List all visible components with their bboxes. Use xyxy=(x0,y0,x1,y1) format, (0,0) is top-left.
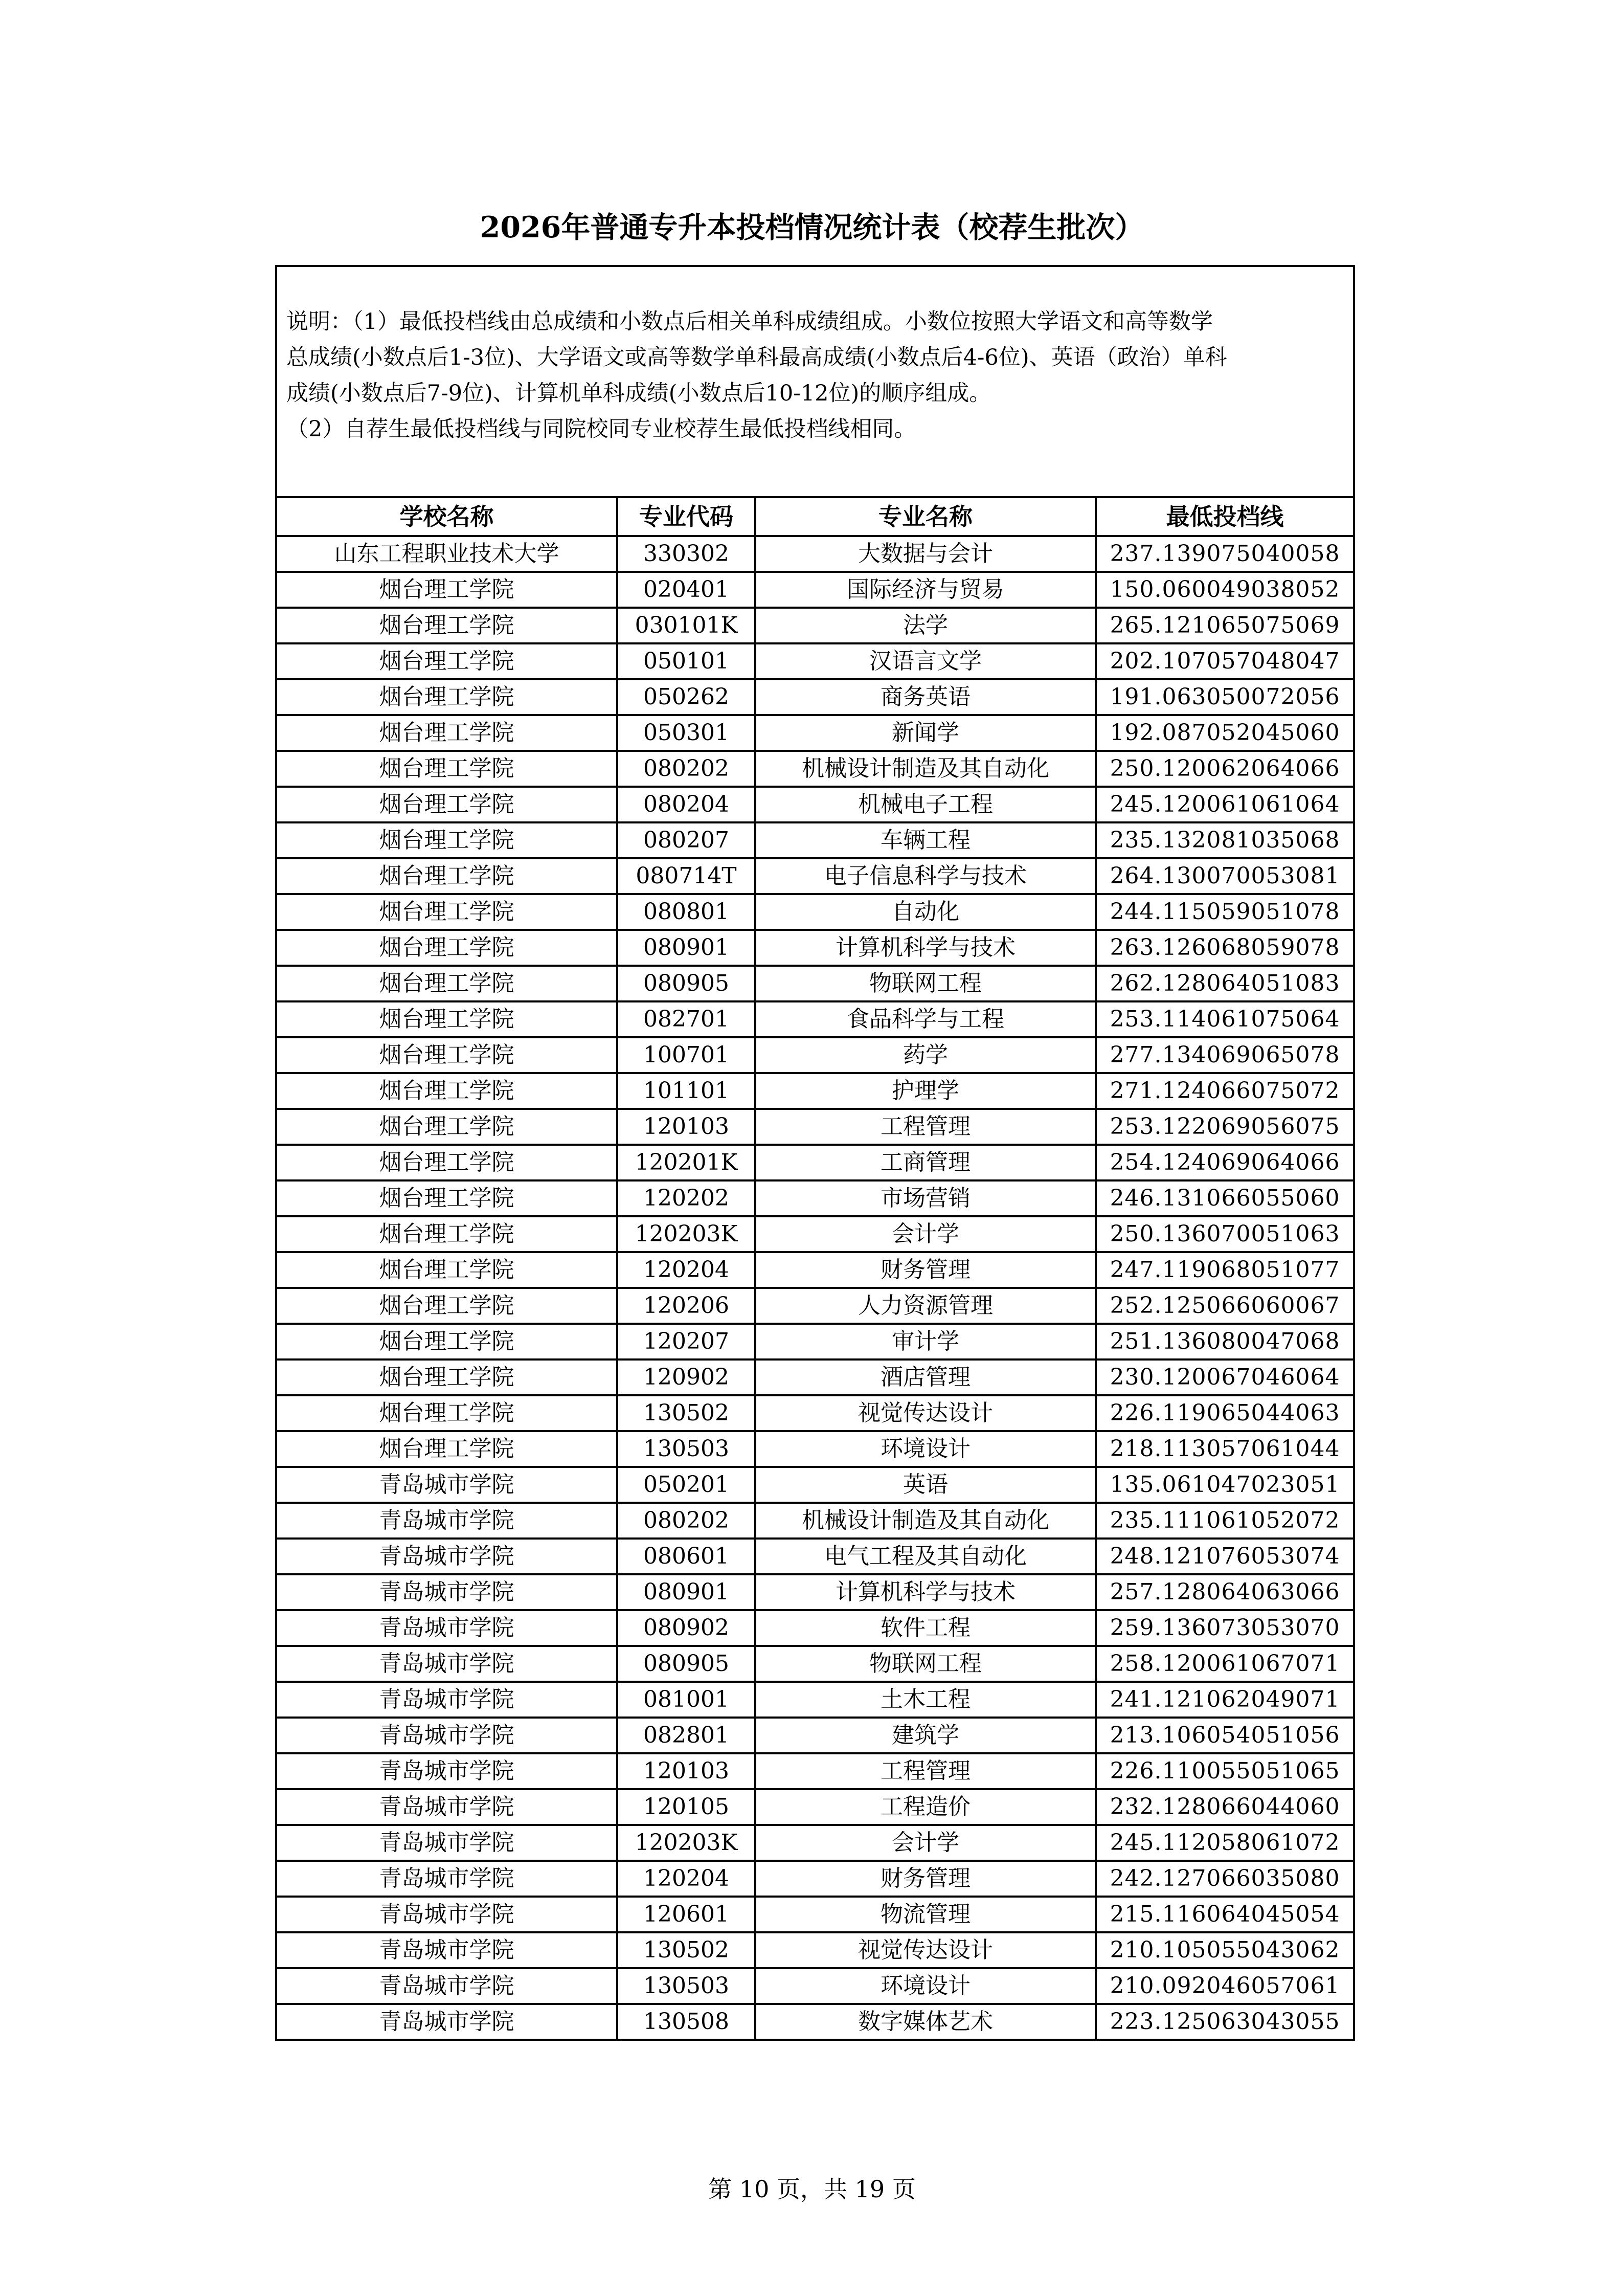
min-score-cell: 210.092046057061 xyxy=(1096,1968,1354,2004)
major-name-cell: 土木工程 xyxy=(755,1682,1096,1718)
min-score-cell: 226.110055051065 xyxy=(1096,1753,1354,1789)
major-code-cell: 080902 xyxy=(617,1610,755,1646)
major-code-cell: 120601 xyxy=(617,1897,755,1932)
major-name-cell: 物联网工程 xyxy=(755,1646,1096,1682)
major-name-cell: 市场营销 xyxy=(755,1180,1096,1216)
major-name-cell: 新闻学 xyxy=(755,715,1096,751)
table-row xyxy=(276,572,1354,608)
major-code-cell: 081001 xyxy=(617,1682,755,1718)
school-name-cell: 山东工程职业技术大学 xyxy=(276,536,617,572)
page-footer: 第 10 页，共 19 页 xyxy=(708,2175,916,2203)
school-name-cell: 青岛城市学院 xyxy=(276,1968,617,2004)
school-name-cell: 烟台理工学院 xyxy=(276,1288,617,1324)
min-score-cell: 215.116064045054 xyxy=(1096,1897,1354,1932)
major-code-cell: 120203K xyxy=(617,1216,755,1252)
note-line-3: 成绩(小数点后7-9位)、计算机单科成绩(小数点后10-12位)的顺序组成。 xyxy=(286,381,991,406)
min-score-cell: 242.127066035080 xyxy=(1096,1861,1354,1897)
major-code-cell: 120204 xyxy=(617,1252,755,1288)
table-row xyxy=(276,1180,1354,1216)
major-name-cell: 会计学 xyxy=(755,1825,1096,1861)
major-name-cell: 数字媒体艺术 xyxy=(755,2004,1096,2040)
major-name-cell: 食品科学与工程 xyxy=(755,1001,1096,1037)
table-row xyxy=(276,1109,1354,1145)
min-score-cell: 237.139075040058 xyxy=(1096,536,1354,572)
table-row xyxy=(276,1431,1354,1467)
table-row xyxy=(276,1646,1354,1682)
admission-table xyxy=(275,265,1355,2041)
major-code-cell: 080207 xyxy=(617,822,755,858)
school-name-cell: 烟台理工学院 xyxy=(276,966,617,1001)
major-name-cell: 商务英语 xyxy=(755,679,1096,715)
min-score-cell: 253.114061075064 xyxy=(1096,1001,1354,1037)
table-row xyxy=(276,1539,1354,1574)
school-name-cell: 青岛城市学院 xyxy=(276,1646,617,1682)
school-name-cell: 烟台理工学院 xyxy=(276,1359,617,1395)
min-score-cell: 202.107057048047 xyxy=(1096,643,1354,679)
table-row xyxy=(276,1897,1354,1932)
major-code-cell: 020401 xyxy=(617,572,755,608)
school-name-cell: 青岛城市学院 xyxy=(276,1539,617,1574)
school-name-cell: 烟台理工学院 xyxy=(276,1216,617,1252)
major-code-cell: 100701 xyxy=(617,1037,755,1073)
table-row xyxy=(276,1574,1354,1610)
note-line-2: 总成绩(小数点后1-3位)、大学语文或高等数学单科最高成绩(小数点后4-6位)、英语（政治）单科 xyxy=(286,345,1227,370)
major-code-cell: 130502 xyxy=(617,1932,755,1968)
school-name-cell: 烟台理工学院 xyxy=(276,1001,617,1037)
major-name-cell: 机械电子工程 xyxy=(755,787,1096,822)
school-name-cell: 烟台理工学院 xyxy=(276,643,617,679)
school-name-cell: 青岛城市学院 xyxy=(276,1825,617,1861)
min-score-cell: 245.112058061072 xyxy=(1096,1825,1354,1861)
school-name-cell: 青岛城市学院 xyxy=(276,1861,617,1897)
major-name-cell: 汉语言文学 xyxy=(755,643,1096,679)
major-code-cell: 050101 xyxy=(617,643,755,679)
major-code-cell: 120201K xyxy=(617,1145,755,1180)
min-score-cell: 218.113057061044 xyxy=(1096,1431,1354,1467)
major-name-cell: 工程造价 xyxy=(755,1789,1096,1825)
table-row xyxy=(276,1395,1354,1431)
min-score-cell: 191.063050072056 xyxy=(1096,679,1354,715)
table-row xyxy=(276,1037,1354,1073)
table-row xyxy=(276,643,1354,679)
min-score-cell: 258.120061067071 xyxy=(1096,1646,1354,1682)
min-score-cell: 244.115059051078 xyxy=(1096,894,1354,930)
school-name-cell: 青岛城市学院 xyxy=(276,1718,617,1753)
min-score-cell: 210.105055043062 xyxy=(1096,1932,1354,1968)
major-code-cell: 082801 xyxy=(617,1718,755,1753)
major-name-cell: 机械设计制造及其自动化 xyxy=(755,1503,1096,1539)
table-row xyxy=(276,608,1354,643)
school-name-cell: 烟台理工学院 xyxy=(276,1073,617,1109)
table-row xyxy=(276,1288,1354,1324)
school-name-cell: 烟台理工学院 xyxy=(276,1324,617,1359)
major-name-cell: 电气工程及其自动化 xyxy=(755,1539,1096,1574)
table-row xyxy=(276,1861,1354,1897)
min-score-cell: 265.121065075069 xyxy=(1096,608,1354,643)
major-code-cell: 080901 xyxy=(617,930,755,966)
major-name-cell: 建筑学 xyxy=(755,1718,1096,1753)
school-name-cell: 烟台理工学院 xyxy=(276,679,617,715)
table-row xyxy=(276,1001,1354,1037)
school-name-cell: 青岛城市学院 xyxy=(276,2004,617,2040)
table-row xyxy=(276,1825,1354,1861)
min-score-cell: 254.124069064066 xyxy=(1096,1145,1354,1180)
min-score-cell: 259.136073053070 xyxy=(1096,1610,1354,1646)
table-row xyxy=(276,822,1354,858)
major-code-cell: 120103 xyxy=(617,1109,755,1145)
major-code-cell: 120902 xyxy=(617,1359,755,1395)
table-row xyxy=(276,1359,1354,1395)
school-name-cell: 烟台理工学院 xyxy=(276,1180,617,1216)
major-code-cell: 080601 xyxy=(617,1539,755,1574)
page-title: 2026年普通专升本投档情况统计表（校荐生批次） xyxy=(480,210,1144,244)
major-name-cell: 大数据与会计 xyxy=(755,536,1096,572)
table-row xyxy=(276,1503,1354,1539)
major-code-cell: 050301 xyxy=(617,715,755,751)
major-name-cell: 审计学 xyxy=(755,1324,1096,1359)
major-name-cell: 电子信息科学与技术 xyxy=(755,858,1096,894)
min-score-cell: 247.119068051077 xyxy=(1096,1252,1354,1288)
min-score-cell: 248.121076053074 xyxy=(1096,1539,1354,1574)
major-name-cell: 机械设计制造及其自动化 xyxy=(755,751,1096,787)
major-code-cell: 050201 xyxy=(617,1467,755,1503)
major-code-cell: 080202 xyxy=(617,751,755,787)
major-code-cell: 080905 xyxy=(617,966,755,1001)
min-score-cell: 245.120061061064 xyxy=(1096,787,1354,822)
min-score-cell: 230.120067046064 xyxy=(1096,1359,1354,1395)
major-code-cell: 120207 xyxy=(617,1324,755,1359)
major-code-cell: 080202 xyxy=(617,1503,755,1539)
min-score-cell: 271.124066075072 xyxy=(1096,1073,1354,1109)
school-name-cell: 烟台理工学院 xyxy=(276,1145,617,1180)
major-code-cell: 101101 xyxy=(617,1073,755,1109)
school-name-cell: 青岛城市学院 xyxy=(276,1574,617,1610)
major-name-cell: 护理学 xyxy=(755,1073,1096,1109)
table-row xyxy=(276,536,1354,572)
min-score-cell: 135.061047023051 xyxy=(1096,1467,1354,1503)
major-name-cell: 英语 xyxy=(755,1467,1096,1503)
major-name-cell: 人力资源管理 xyxy=(755,1288,1096,1324)
table-row xyxy=(276,2004,1354,2040)
major-name-cell: 工商管理 xyxy=(755,1145,1096,1180)
school-name-cell: 青岛城市学院 xyxy=(276,1932,617,1968)
school-name-cell: 烟台理工学院 xyxy=(276,822,617,858)
school-name-cell: 烟台理工学院 xyxy=(276,1037,617,1073)
table-row xyxy=(276,1968,1354,2004)
major-code-cell: 130502 xyxy=(617,1395,755,1431)
note-line-4: （2）自荐生最低投档线与同院校同专业校荐生最低投档线相同。 xyxy=(286,416,916,442)
major-code-cell: 120203K xyxy=(617,1825,755,1861)
min-score-cell: 262.128064051083 xyxy=(1096,966,1354,1001)
table-row xyxy=(276,858,1354,894)
table-row xyxy=(276,930,1354,966)
major-name-cell: 自动化 xyxy=(755,894,1096,930)
table-row xyxy=(276,1932,1354,1968)
table-row xyxy=(276,1718,1354,1753)
major-code-cell: 082701 xyxy=(617,1001,755,1037)
school-name-cell: 青岛城市学院 xyxy=(276,1682,617,1718)
min-score-cell: 226.119065044063 xyxy=(1096,1395,1354,1431)
column-header-min-score: 最低投档线 xyxy=(1096,497,1354,536)
table-header-row xyxy=(276,497,1354,536)
school-name-cell: 烟台理工学院 xyxy=(276,751,617,787)
min-score-cell: 263.126068059078 xyxy=(1096,930,1354,966)
min-score-cell: 213.106054051056 xyxy=(1096,1718,1354,1753)
major-name-cell: 车辆工程 xyxy=(755,822,1096,858)
table-row xyxy=(276,966,1354,1001)
school-name-cell: 烟台理工学院 xyxy=(276,1395,617,1431)
school-name-cell: 烟台理工学院 xyxy=(276,1109,617,1145)
min-score-cell: 150.060049038052 xyxy=(1096,572,1354,608)
school-name-cell: 烟台理工学院 xyxy=(276,1431,617,1467)
table-row xyxy=(276,1610,1354,1646)
major-name-cell: 计算机科学与技术 xyxy=(755,930,1096,966)
major-name-cell: 物联网工程 xyxy=(755,966,1096,1001)
table-row xyxy=(276,1789,1354,1825)
min-score-cell: 232.128066044060 xyxy=(1096,1789,1354,1825)
school-name-cell: 烟台理工学院 xyxy=(276,787,617,822)
major-code-cell: 130508 xyxy=(617,2004,755,2040)
major-name-cell: 环境设计 xyxy=(755,1968,1096,2004)
school-name-cell: 青岛城市学院 xyxy=(276,1503,617,1539)
min-score-cell: 241.121062049071 xyxy=(1096,1682,1354,1718)
school-name-cell: 烟台理工学院 xyxy=(276,1252,617,1288)
school-name-cell: 烟台理工学院 xyxy=(276,608,617,643)
school-name-cell: 烟台理工学院 xyxy=(276,894,617,930)
major-code-cell: 120204 xyxy=(617,1861,755,1897)
min-score-cell: 223.125063043055 xyxy=(1096,2004,1354,2040)
major-code-cell: 330302 xyxy=(617,536,755,572)
min-score-cell: 257.128064063066 xyxy=(1096,1574,1354,1610)
major-name-cell: 法学 xyxy=(755,608,1096,643)
major-name-cell: 视觉传达设计 xyxy=(755,1395,1096,1431)
school-name-cell: 青岛城市学院 xyxy=(276,1897,617,1932)
major-code-cell: 080714T xyxy=(617,858,755,894)
table-row xyxy=(276,1073,1354,1109)
min-score-cell: 277.134069065078 xyxy=(1096,1037,1354,1073)
min-score-cell: 264.130070053081 xyxy=(1096,858,1354,894)
min-score-cell: 235.132081035068 xyxy=(1096,822,1354,858)
table-row xyxy=(276,751,1354,787)
major-name-cell: 药学 xyxy=(755,1037,1096,1073)
major-name-cell: 国际经济与贸易 xyxy=(755,572,1096,608)
major-name-cell: 财务管理 xyxy=(755,1252,1096,1288)
major-code-cell: 130503 xyxy=(617,1968,755,2004)
min-score-cell: 192.087052045060 xyxy=(1096,715,1354,751)
table-row xyxy=(276,1324,1354,1359)
major-name-cell: 工程管理 xyxy=(755,1109,1096,1145)
school-name-cell: 青岛城市学院 xyxy=(276,1610,617,1646)
school-name-cell: 青岛城市学院 xyxy=(276,1789,617,1825)
min-score-cell: 253.122069056075 xyxy=(1096,1109,1354,1145)
notes-cell xyxy=(276,266,1354,497)
school-name-cell: 烟台理工学院 xyxy=(276,715,617,751)
major-code-cell: 120103 xyxy=(617,1753,755,1789)
table-row xyxy=(276,1216,1354,1252)
school-name-cell: 青岛城市学院 xyxy=(276,1753,617,1789)
major-name-cell: 计算机科学与技术 xyxy=(755,1574,1096,1610)
school-name-cell: 青岛城市学院 xyxy=(276,1467,617,1503)
major-code-cell: 080204 xyxy=(617,787,755,822)
min-score-cell: 250.136070051063 xyxy=(1096,1216,1354,1252)
major-code-cell: 120105 xyxy=(617,1789,755,1825)
column-header-major-name: 专业名称 xyxy=(755,497,1096,536)
notes-row xyxy=(276,266,1354,497)
table-row xyxy=(276,1753,1354,1789)
major-code-cell: 120202 xyxy=(617,1180,755,1216)
major-name-cell: 工程管理 xyxy=(755,1753,1096,1789)
major-name-cell: 会计学 xyxy=(755,1216,1096,1252)
table-row xyxy=(276,1252,1354,1288)
major-name-cell: 酒店管理 xyxy=(755,1359,1096,1395)
min-score-cell: 250.120062064066 xyxy=(1096,751,1354,787)
note-line-1: 说明：（1）最低投档线由总成绩和小数点后相关单科成绩组成。小数位按照大学语文和高等数学 xyxy=(286,309,1213,335)
min-score-cell: 251.136080047068 xyxy=(1096,1324,1354,1359)
major-code-cell: 050262 xyxy=(617,679,755,715)
major-code-cell: 120206 xyxy=(617,1288,755,1324)
school-name-cell: 烟台理工学院 xyxy=(276,858,617,894)
major-code-cell: 080801 xyxy=(617,894,755,930)
table-row xyxy=(276,715,1354,751)
major-name-cell: 软件工程 xyxy=(755,1610,1096,1646)
min-score-cell: 252.125066060067 xyxy=(1096,1288,1354,1324)
table-row xyxy=(276,1467,1354,1503)
major-code-cell: 130503 xyxy=(617,1431,755,1467)
major-code-cell: 080901 xyxy=(617,1574,755,1610)
table-row xyxy=(276,894,1354,930)
major-code-cell: 030101K xyxy=(617,608,755,643)
school-name-cell: 烟台理工学院 xyxy=(276,572,617,608)
min-score-cell: 246.131066055060 xyxy=(1096,1180,1354,1216)
table-row xyxy=(276,1682,1354,1718)
major-code-cell: 080905 xyxy=(617,1646,755,1682)
major-name-cell: 物流管理 xyxy=(755,1897,1096,1932)
column-header-school: 学校名称 xyxy=(276,497,617,536)
major-name-cell: 环境设计 xyxy=(755,1431,1096,1467)
min-score-cell: 235.111061052072 xyxy=(1096,1503,1354,1539)
school-name-cell: 烟台理工学院 xyxy=(276,930,617,966)
table-row xyxy=(276,787,1354,822)
major-name-cell: 视觉传达设计 xyxy=(755,1932,1096,1968)
table-row xyxy=(276,1145,1354,1180)
table-row xyxy=(276,679,1354,715)
major-name-cell: 财务管理 xyxy=(755,1861,1096,1897)
column-header-major-code: 专业代码 xyxy=(617,497,755,536)
